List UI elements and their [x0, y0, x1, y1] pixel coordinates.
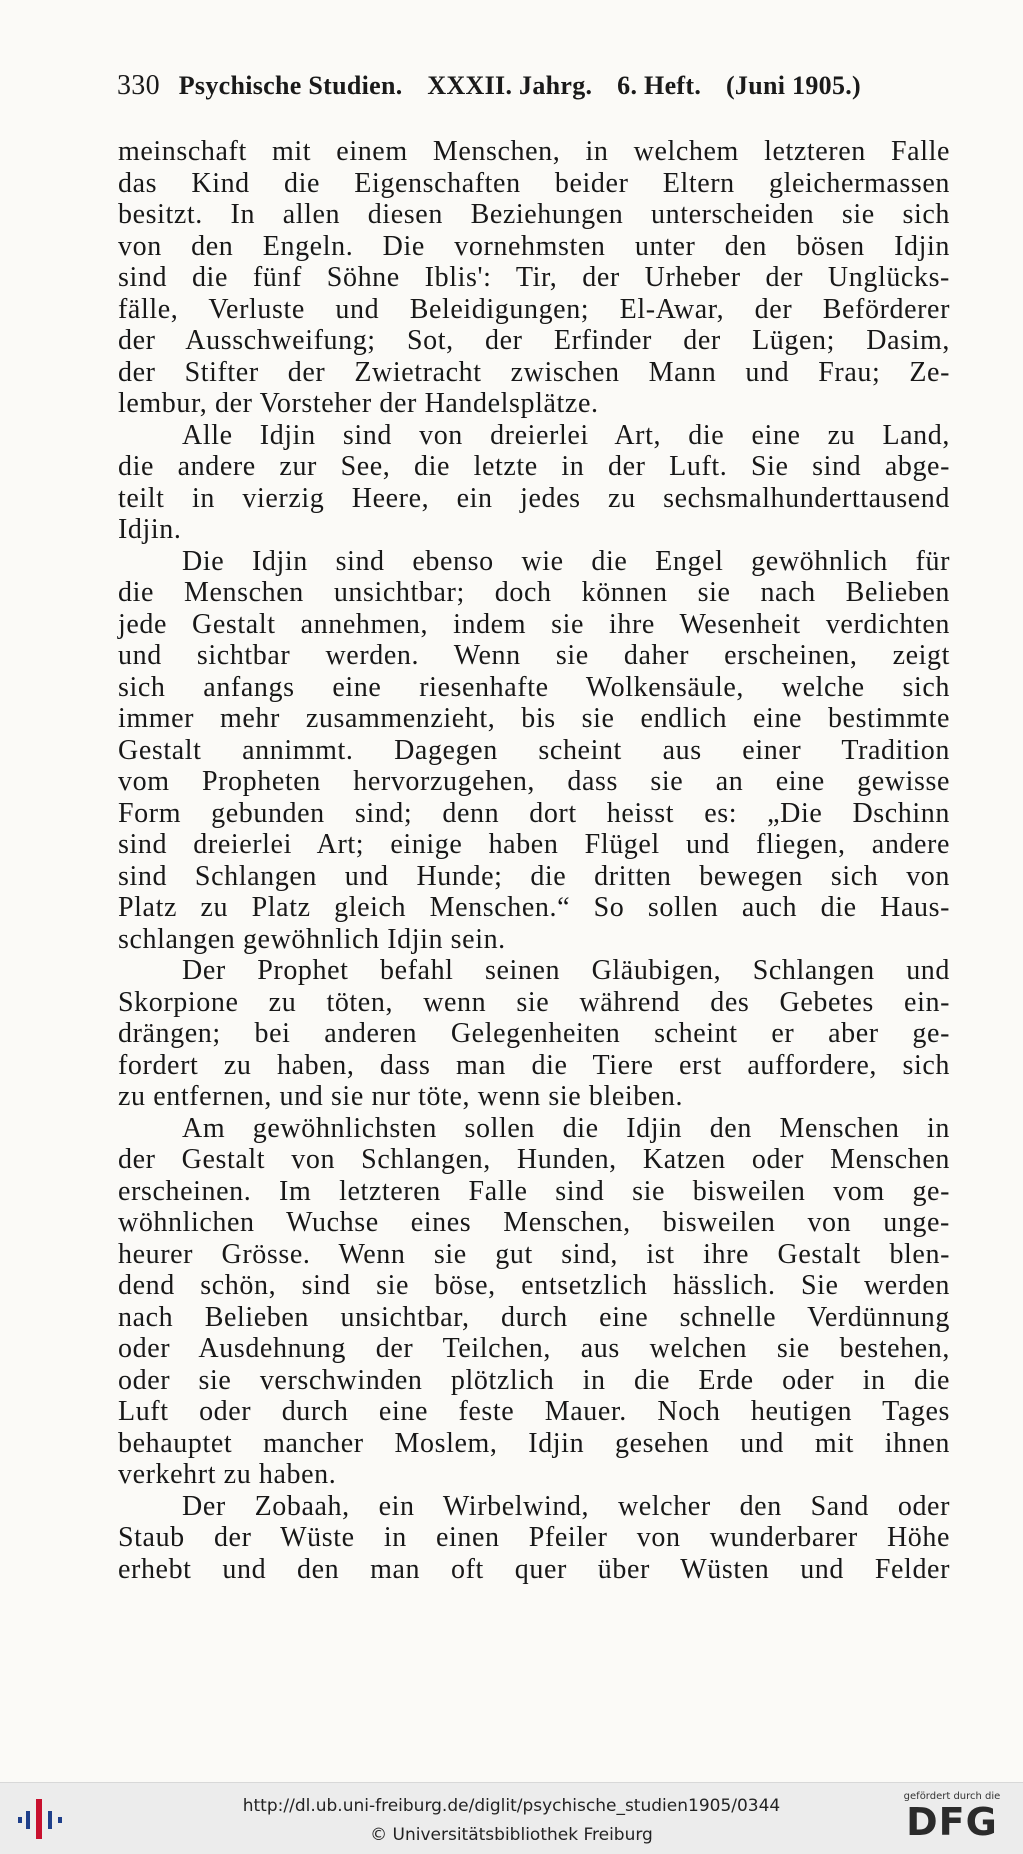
text-line: die Menschen unsichtbar; doch können sie nach Belieben	[118, 577, 950, 608]
running-header	[117, 70, 899, 102]
text-line: nach Belieben unsichtbar, durch eine schnelle Verdünnung	[118, 1301, 950, 1333]
text-line: oder Ausdehnung der Teilchen, aus welchen sie bestehen,	[118, 1333, 950, 1364]
text-line: fordert zu haben, dass man die Tiere erst auffordere, sich	[118, 1049, 950, 1081]
text-line: Am gewöhnlichsten sollen die Idjin den Menschen in	[182, 1112, 950, 1144]
text-line: Idjin.	[118, 514, 182, 545]
text-line: lembur, der Vorsteher der Handelsplätze.	[118, 388, 599, 419]
issue-date: (Juni 1905.)	[725, 71, 862, 100]
text-line: sind Schlangen und Hunde; die dritten bewegen sich von	[118, 860, 950, 892]
text-line: vom Propheten hervorzugehen, dass sie an eine gewisse	[118, 766, 950, 797]
text-line: von den Engeln. Die vornehmsten unter den bösen Idjin	[118, 230, 950, 262]
text-line: erhebt und den man oft quer über Wüsten und Felder	[118, 1553, 950, 1585]
text-line: verkehrt zu haben.	[118, 1459, 337, 1490]
text-line: heurer Grösse. Wenn sie gut sind, ist ihre Gestalt blen-	[118, 1238, 950, 1270]
body-text	[118, 136, 950, 1585]
text-line: fälle, Verluste und Beleidigungen; El-Awar, der Beförderer	[118, 293, 950, 325]
text-line: drängen; bei anderen Gelegenheiten scheint er aber ge-	[118, 1018, 950, 1049]
text-line: schlangen gewöhnlich Idjin sein.	[118, 923, 506, 955]
copyright-notice: © Universitätsbibliothek Freiburg	[370, 1825, 653, 1845]
text-line: Platz zu Platz gleich Menschen.“ So sollen auch die Haus-	[118, 892, 950, 923]
volume-label: XXXII. Jahrg.	[427, 71, 593, 100]
text-line: sind die fünf Söhne Iblis': Tir, der Urheber der Unglücks-	[118, 262, 950, 293]
text-line: der Ausschweifung; Sot, der Erfinder der Lügen; Dasim,	[118, 325, 950, 356]
text-line: und sichtbar werden. Wenn sie daher erscheinen, zeigt	[118, 640, 950, 671]
source-url-link[interactable]: http://dl.ub.uni-freiburg.de/diglit/psychische_studien1905/0344	[242, 1796, 781, 1816]
dfg-logo-text: DFG	[906, 1800, 998, 1844]
text-line: Skorpione zu töten, wenn sie während des Gebetes ein-	[118, 986, 950, 1018]
viewer-footer	[0, 1782, 1023, 1854]
text-line: Form gebunden sind; denn dort heisst es: „Die Dschinn	[118, 797, 950, 829]
text-line: zu entfernen, und sie nur töte, wenn sie bleiben.	[118, 1081, 684, 1112]
text-line: Die Idjin sind ebenso wie die Engel gewöhnlich für	[182, 545, 950, 577]
dfg-logo	[893, 1791, 1011, 1849]
text-line: Gestalt annimmt. Dagegen scheint aus einer Tradition	[118, 734, 950, 766]
text-line: Luft oder durch eine feste Mauer. Noch heutigen Tages	[118, 1396, 950, 1427]
text-line: sind dreierlei Art; einige haben Flügel und fliegen, andere	[118, 829, 950, 860]
journal-title: Psychische Studien.	[178, 71, 403, 100]
text-line: oder sie verschwinden plötzlich in die Erde oder in die	[118, 1364, 950, 1396]
text-line: jede Gestalt annehmen, indem sie ihre Wesenheit verdichten	[118, 608, 950, 640]
text-line: Alle Idjin sind von dreierlei Art, die eine zu Land,	[182, 419, 950, 451]
dfg-caption: gefördert durch die	[903, 1791, 1001, 1802]
issue-label: 6. Heft.	[617, 71, 702, 100]
text-line: besitzt. In allen diesen Beziehungen unterscheiden sie sich	[118, 199, 950, 230]
text-line: die andere zur See, die letzte in der Luft. Sie sind abge-	[118, 451, 950, 482]
text-line: Der Zobaah, ein Wirbelwind, welcher den Sand oder	[182, 1490, 950, 1522]
text-line: dend schön, sind sie böse, entsetzlich hässlich. Sie werden	[118, 1270, 950, 1301]
text-line: teilt in vierzig Heere, ein jedes zu sechsmalhunderttausend	[118, 482, 950, 514]
text-line: immer mehr zusammenzieht, bis sie endlich eine bestimmte	[118, 703, 950, 734]
text-line: wöhnlichen Wuchse eines Menschen, bisweilen von unge-	[118, 1207, 950, 1238]
text-line: erscheinen. Im letzteren Falle sind sie bisweilen vom ge-	[118, 1175, 950, 1207]
text-line: der Gestalt von Schlangen, Hunden, Katzen oder Menschen	[118, 1144, 950, 1175]
text-line: der Stifter der Zwietracht zwischen Mann und Frau; Ze-	[118, 356, 950, 388]
text-line: sich anfangs eine riesenhafte Wolkensäule, welche sich	[118, 671, 950, 703]
page-number: 330	[117, 70, 160, 101]
text-line: meinschaft mit einem Menschen, in welchem letzteren Falle	[118, 136, 950, 167]
text-line: Der Prophet befahl seinen Gläubigen, Schlangen und	[182, 955, 950, 986]
text-line: Staub der Wüste in einen Pfeiler von wunderbarer Höhe	[118, 1522, 950, 1553]
text-line: behauptet mancher Moslem, Idjin gesehen und mit ihnen	[118, 1427, 950, 1459]
text-line: das Kind die Eigenschaften beider Eltern gleichermassen	[118, 167, 950, 199]
